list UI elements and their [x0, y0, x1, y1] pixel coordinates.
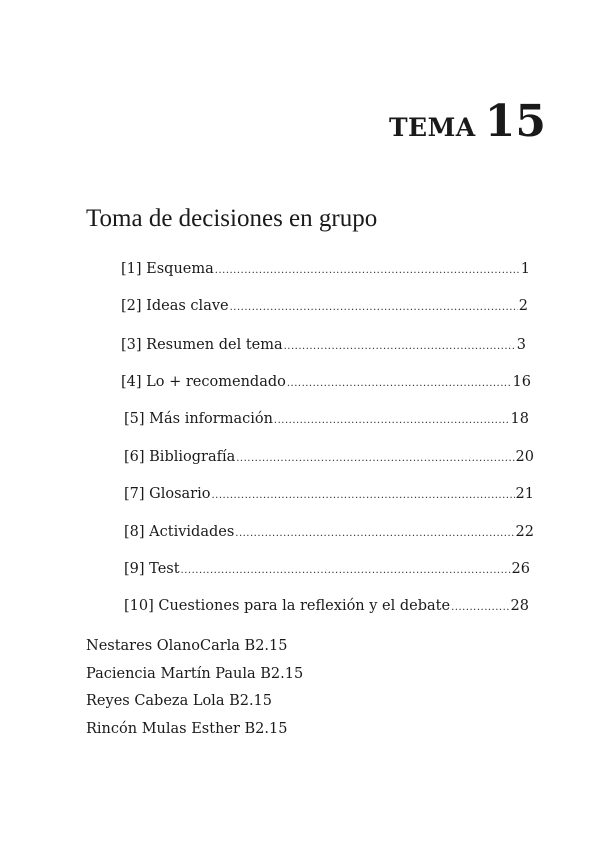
author-line: Reyes Cabeza Lola B2.15	[86, 693, 273, 709]
toc-item-actividades[interactable]	[124, 524, 534, 544]
toc-leader-dots	[287, 378, 512, 389]
toc-item-resumen[interactable]	[121, 337, 526, 357]
toc-item-glosario[interactable]	[124, 486, 534, 506]
toc-leader-dots	[181, 565, 511, 576]
author-line: Paciencia Martín Paula B2.15	[86, 665, 304, 682]
toc-item-page: 2	[518, 298, 528, 314]
toc-item-label: [8] Actividades	[124, 524, 235, 540]
toc-item-label: [3] Resumen del tema	[121, 337, 283, 353]
toc-item-page: 28	[510, 598, 529, 614]
author-line: Rincón Mulas Esther B2.15	[86, 720, 288, 737]
toc-leader-dots	[211, 490, 514, 501]
toc-item-label: [10] Cuestiones para la reflexión y el debate	[124, 598, 451, 614]
toc-item-page: 16	[512, 374, 531, 390]
author-line: Nestares OlanoCarla B2.15	[86, 638, 288, 654]
toc-leader-dots	[235, 528, 514, 539]
toc-item-label: [4] Lo + recomendado	[121, 374, 286, 390]
toc-item-page: 3	[516, 337, 526, 353]
toc-leader-dots	[451, 602, 509, 613]
toc-item-page: 21	[515, 486, 534, 502]
toc-item-label: [1] Esquema	[121, 261, 214, 277]
toc-item-label: [7] Glosario	[124, 486, 211, 502]
toc-item-bibliografia[interactable]	[124, 449, 534, 469]
toc-item-label: [2] Ideas clave	[121, 298, 229, 314]
toc-item-label: [5] Más información	[124, 411, 273, 427]
tema-word: TEMA	[388, 113, 476, 142]
toc-item-page: 1	[520, 261, 530, 277]
toc-item-page: 18	[510, 411, 529, 427]
toc-item-page: 26	[511, 561, 530, 577]
toc-item-test[interactable]	[124, 561, 530, 581]
toc-item-page: 22	[515, 524, 534, 540]
toc-item-lo-recomendado[interactable]	[121, 374, 531, 394]
toc-item-label: [6] Bibliografía	[124, 449, 236, 465]
toc-item-label: [9] Test	[124, 561, 180, 577]
page-title: Toma de decisiones en grupo	[86, 205, 378, 232]
toc-leader-dots	[284, 341, 516, 352]
toc-item-ideas-clave[interactable]	[121, 298, 528, 318]
toc-item-cuestiones[interactable]	[124, 598, 529, 618]
toc-leader-dots	[236, 453, 514, 464]
toc-leader-dots	[274, 415, 510, 426]
toc-leader-dots	[230, 302, 518, 313]
author-list	[86, 636, 303, 746]
toc-leader-dots	[215, 265, 520, 276]
toc-item-page: 20	[515, 449, 534, 465]
tema-heading	[389, 96, 546, 147]
toc-item-esquema[interactable]	[121, 261, 530, 281]
toc-item-mas-informacion[interactable]	[124, 411, 529, 431]
tema-number: 15	[484, 96, 546, 147]
